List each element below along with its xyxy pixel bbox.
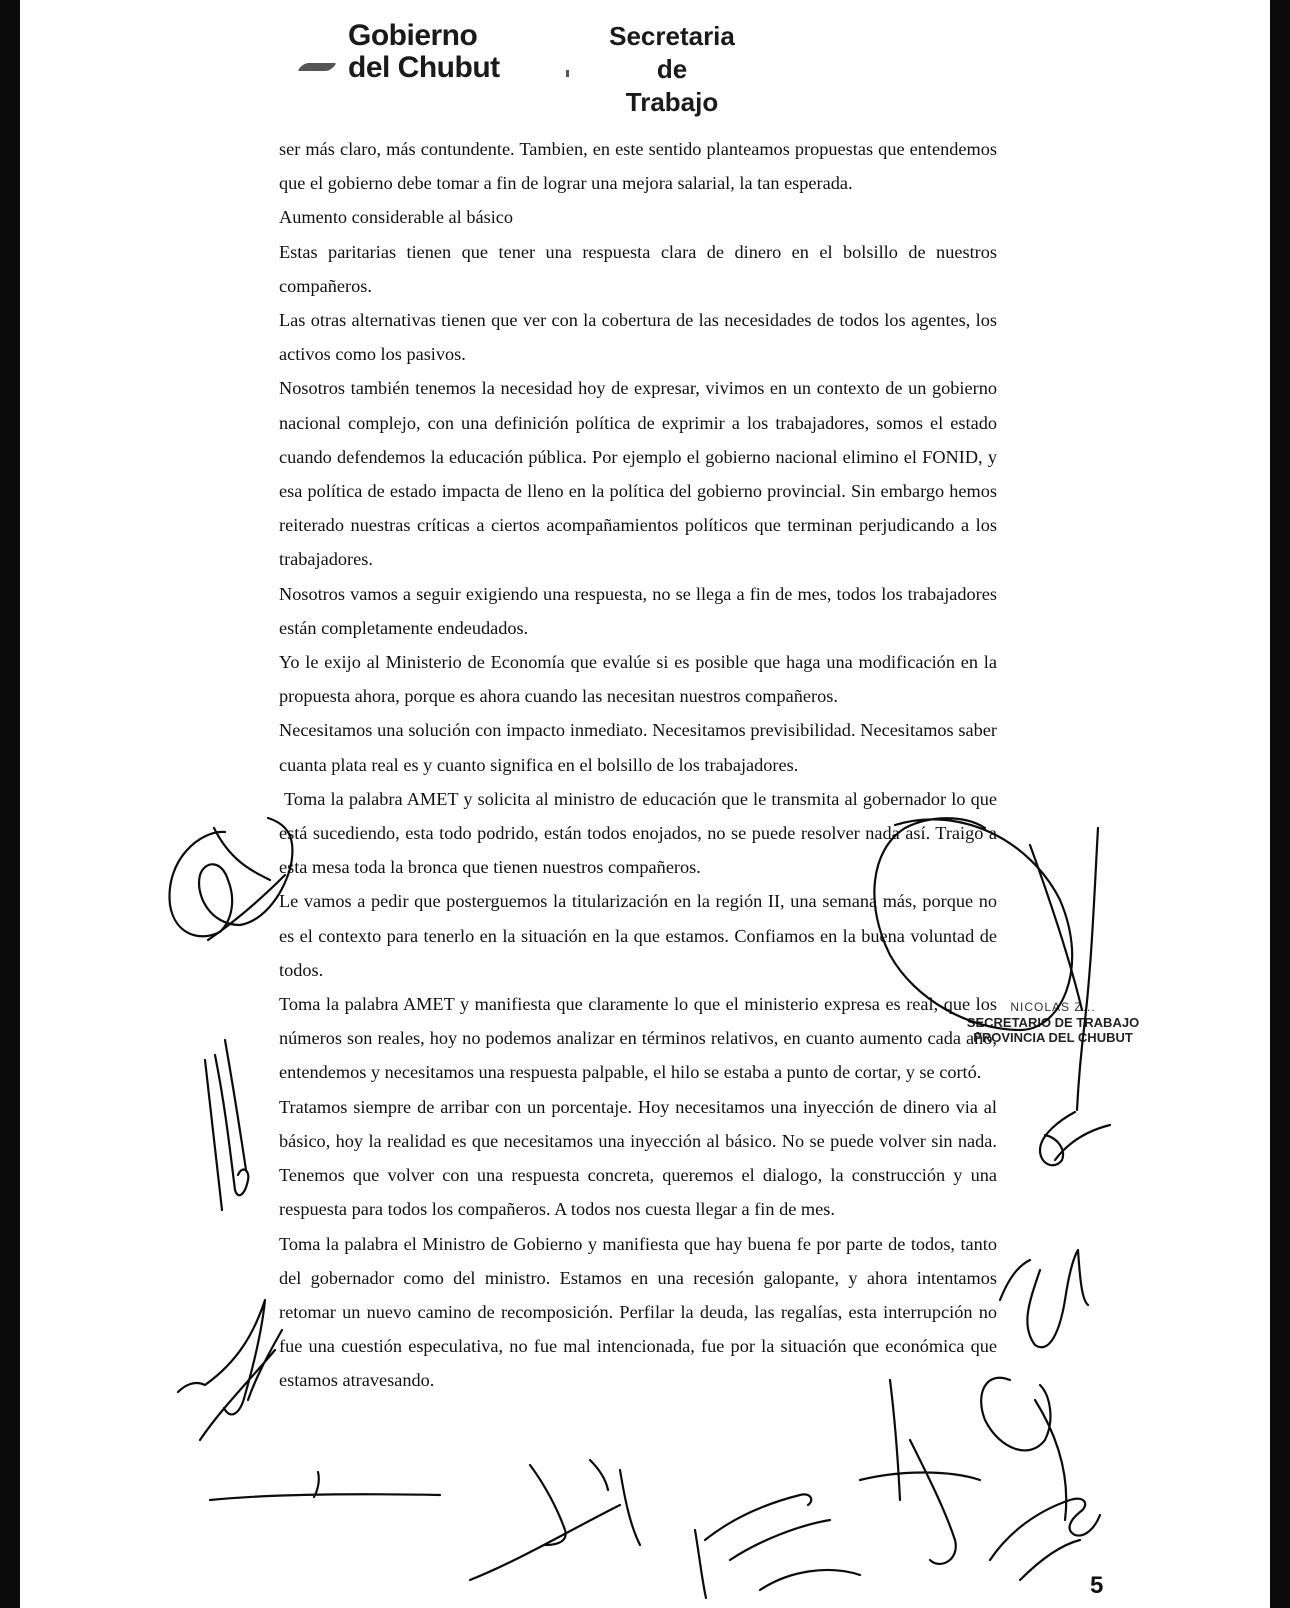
paragraph-1: ser más claro, más contundente. Tambien, en este sentido planteamos propuestas que entendemos que el gobierno debe tomar a fin de lograr una mejora salarial, la tan esperada. bbox=[279, 139, 997, 194]
page-number: 5 bbox=[1090, 1572, 1104, 1599]
paragraph-11: Toma la palabra AMET y manifiesta que claramente lo que el ministerio expresa es real, que los números son reales, hoy no podemos analizar en términos relativos, en cuanto aumento cada año, entendemos y necesitamos una respuesta palpable, el hilo se estaba a punto de cortar, y se cortó. bbox=[279, 994, 997, 1083]
header-separator bbox=[566, 70, 569, 77]
stamp-line-1: SECRETARIO DE TRABAJO bbox=[966, 1015, 1140, 1030]
paragraph-7: Yo le exijo al Ministerio de Economía que evalúe si es posible que haga una modificación en la propuesta ahora, porque es ahora cuando las necesitan nuestros compañeros. bbox=[279, 652, 997, 707]
official-stamp bbox=[958, 1000, 1148, 1045]
paragraph-9: Toma la palabra AMET y solicita al ministro de educación que le transmita al gobernador lo que está sucediendo, esta todo podrido, están todos enojados, no se puede resolver nada así. Traigo a esta mesa toda la bronca que tienen nuestros compañeros. bbox=[279, 788, 997, 878]
paragraph-4: Las otras alternativas tienen que ver con la cobertura de las necesidades de todos los agentes, los activos como los pasivos. bbox=[279, 310, 997, 365]
gobierno-logo bbox=[348, 20, 500, 84]
paragraph-12: Tratamos siempre de arribar con un porcentaje. Hoy necesitamos una inyección de dinero via al básico, hoy la realidad es que necesitamos una inyección al básico. No se puede volver sin nada. Tenemos que volver con una respuesta concreta, queremos el dialogo, la construcción y una respuesta para todos los compañeros. A todos nos cuesta llegar a fin de mes. bbox=[279, 1096, 997, 1220]
paragraph-10: Le vamos a pedir que posterguemos la titularización en la región II, una semana más, porque no es el contexto para tenerlo en la situación en la que estamos. Confiamos en la buena voluntad de todos. bbox=[279, 891, 997, 980]
paragraph-5: Nosotros también tenemos la necesidad hoy de expresar, vivimos en un contexto de un gobierno nacional complejo, con una definición política de exprimir a los trabajadores, somos el estado cuando defendemos la educación pública. Por ejemplo el gobierno nacional elimino el FONID, y esa política de estado impacta de lleno en la política del gobierno provincial. Sin embargo hemos reiterado nuestras críticas a ciertos acompañamientos políticos que terminan perjudicando a los trabajadores. bbox=[279, 378, 997, 570]
secretaria-line-1: Secretaria de bbox=[609, 21, 735, 84]
stamp-name: NICOLAS Z... bbox=[1010, 1000, 1096, 1014]
stamp-line-2: PROVINCIA DEL CHUBUT bbox=[973, 1030, 1133, 1045]
secretaria-line-2: Trabajo bbox=[625, 87, 719, 117]
paragraph-2: Aumento considerable al básico bbox=[279, 207, 514, 228]
paragraph-13: Toma la palabra el Ministro de Gobierno y manifiesta que hay buena fe por parte de todos, tanto del gobernador como del ministro. Estamos en una recesión galopante, y ahora intentamos retomar un nuevo camino de recomposición. Perfilar la deuda, las regalías, esta interrupción no fue una cuestión especulativa, no fue mal intencionada, fue por la situación que económica que estamos atravesando. bbox=[279, 1233, 997, 1391]
paragraph-6: Nosotros vamos a seguir exigiendo una respuesta, no se llega a fin de mes, todos los trabajadores están completamente endeudados. bbox=[279, 583, 997, 638]
secretaria-title bbox=[592, 20, 752, 119]
logo-line-1: Gobierno bbox=[348, 19, 478, 52]
logo-line-2: del Chubut bbox=[348, 51, 500, 84]
document-body bbox=[279, 132, 997, 1398]
paragraph-3: Estas paritarias tienen que tener una respuesta clara de dinero en el bolsillo de nuestros compañeros. bbox=[279, 241, 997, 296]
paragraph-8: Necesitamos una solución con impacto inmediato. Necesitamos previsibilidad. Necesitamos saber cuanta plata real es y cuanto significa en el bolsillo de los trabajadores. bbox=[279, 720, 997, 775]
